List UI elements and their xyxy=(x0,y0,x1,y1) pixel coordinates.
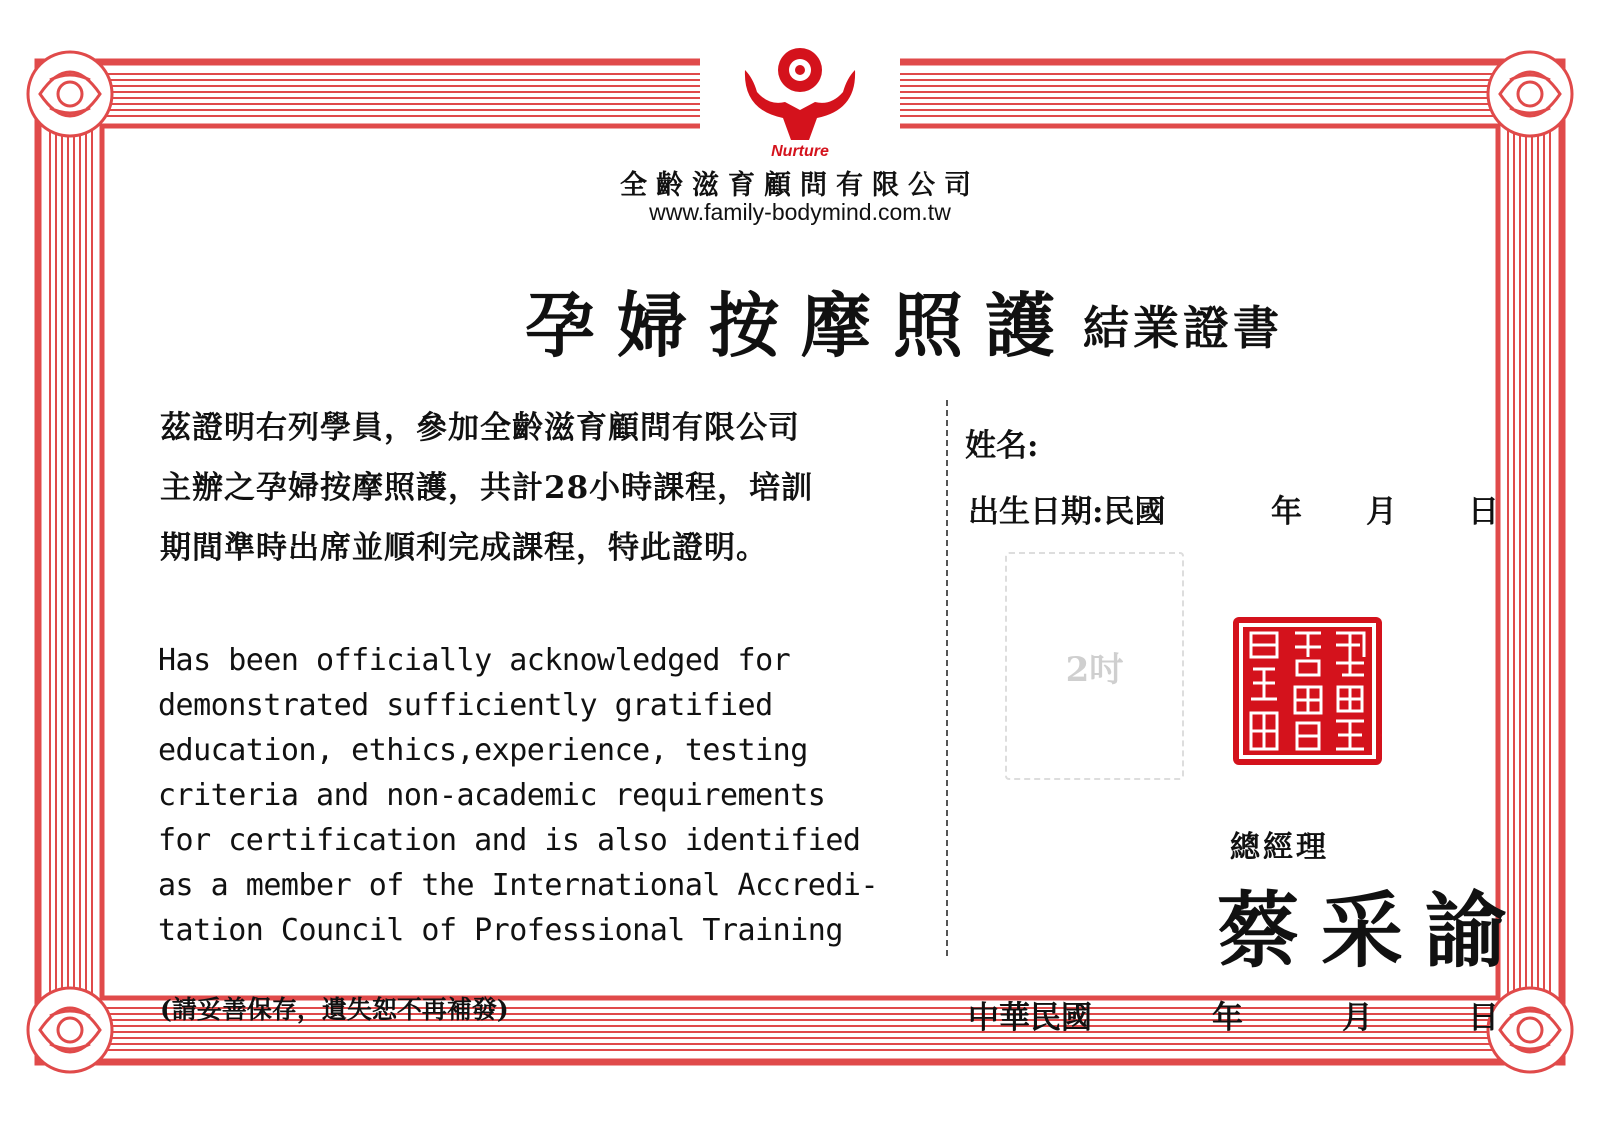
photo-placeholder xyxy=(1005,552,1184,780)
signatory-name: 蔡采諭 xyxy=(1217,883,1530,979)
issue-month-label: 月 xyxy=(1342,1000,1373,1036)
issue-year-label: 年 xyxy=(1212,1000,1243,1036)
statement-line: education, ethics,experience, testing xyxy=(158,733,808,768)
corner-ornament-bottom-right xyxy=(1488,988,1572,1072)
statement-line: Has been officially acknowledged for xyxy=(158,643,791,678)
vertical-divider xyxy=(946,400,948,956)
certificate-title: 孕婦按摩照護 xyxy=(525,284,1077,367)
general-manager-title: 總經理 xyxy=(1230,830,1329,865)
birth-month-label: 月 xyxy=(1366,494,1397,530)
chinese-statement xyxy=(160,398,920,578)
statement-line: 茲證明右列學員，參加全齡滋育顧問有限公司 xyxy=(160,410,800,446)
certificate-subtitle: 結業證書 xyxy=(1083,301,1283,355)
statement-line: tation Council of Professional Training xyxy=(158,913,843,948)
birth-day-label: 日 xyxy=(1468,494,1499,530)
corner-ornament-top-left xyxy=(28,52,112,136)
issue-day-label: 日 xyxy=(1468,1000,1499,1036)
statement-line: demonstrated sufficiently gratified xyxy=(158,688,773,723)
name-label: 姓名: xyxy=(965,428,1039,464)
nurture-logo-icon xyxy=(735,40,865,160)
corner-ornament-top-right xyxy=(1488,52,1572,136)
statement-line: 主辦之孕婦按摩照護，共計28小時課程，培訓 xyxy=(160,470,814,506)
company-name: 全齡滋育顧問有限公司 xyxy=(620,170,980,201)
brand-name: Nurture xyxy=(771,143,829,160)
statement-line: criteria and non-academic requirements xyxy=(158,778,826,813)
birth-date-label: 出生日期:民國 xyxy=(968,494,1166,530)
issue-date-label: 中華民國 xyxy=(968,1000,1092,1036)
english-statement xyxy=(158,638,948,953)
statement-line: 期間準時出席並順利完成課程，特此證明。 xyxy=(160,530,768,566)
birth-year-label: 年 xyxy=(1271,494,1302,530)
preservation-note: (請妥善保存，遺失恕不再補發) xyxy=(160,995,509,1024)
photo-size-label: 2吋 xyxy=(1065,649,1124,690)
statement-line: as a member of the International Accredi- xyxy=(158,868,879,903)
statement-line: for certification and is also identified xyxy=(158,823,861,858)
company-website: www.family-bodymind.com.tw xyxy=(649,199,951,225)
company-seal-icon xyxy=(1233,617,1382,765)
corner-ornament-bottom-left xyxy=(28,988,112,1072)
